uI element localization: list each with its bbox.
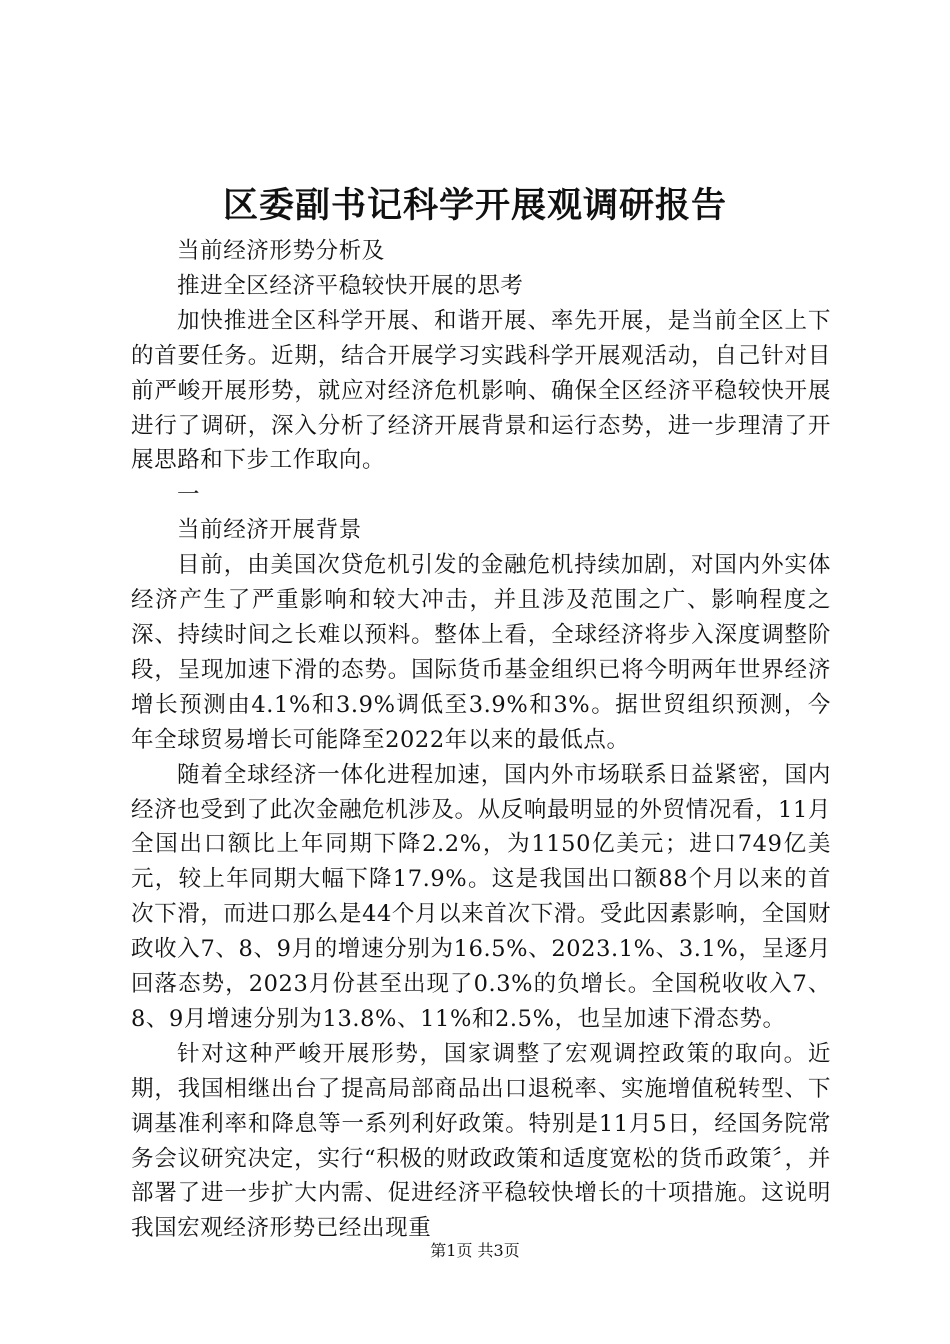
intro-paragraph: 加快推进全区科学开展、和谐开展、率先开展，是当前全区上下的首要任务。近期，结合开展学习实践科学开展观活动，自己针对目前严峻开展形势，就应对经济危机影响、确保全区经济平稳较快开展进行了调研，深入分析了经济开展背景和运行态势，进一步理清了开展思路和下步工作取向。 <box>131 307 831 474</box>
page-footer: 第1页 共3页 <box>430 1241 520 1260</box>
paragraph-policy-response: 针对这种严峻开展形势，国家调整了宏观调控政策的取向。近期，我国相继出台了提高局部商品出口退税率、实施增值税转型、下调基准利率和降息等一系列利好政策。特别是11月5日，经国务院常务会议研究决定，实行“积极的财政政策和适度宽松的货币政策〞，并部署了进一步扩大内需、促进经济平稳较快增长的十项措施。这说明我国宏观经济形势已经出现重 <box>131 1040 831 1242</box>
paragraph-global-economy: 目前，由美国次贷危机引发的金融危机持续加剧，对国内外实体经济产生了严重影响和较大冲击，并且涉及范围之广、影响程度之深、持续时间之长难以预料。整体上看，全球经济将步入深度调整阶段，呈现加速下滑的态势。国际货币基金组织已将今明两年世界经济增长预测由4.1%和3.9%调低至3.9%和3%。据世贸组织预测，今年全球贸易增长可能降至2022年以来的最低点。 <box>131 552 831 753</box>
section-heading: 当前经济开展背景 <box>177 517 362 544</box>
subtitle-line-2: 推进全区经济平稳较快开展的思考 <box>177 272 524 299</box>
paragraph-domestic-economy: 随着全球经济一体化进程加速，国内外市场联系日益紧密，国内经济也受到了此次金融危机涉及。从反响最明显的外贸情况看，11月全国出口额比上年同期下降2.2%，为1150亿美元；进口749亿美元，较上年同期大幅下降17.9%。这是我国出口额88个月以来的首次下滑，而进口那么是44个月以来首次下滑。受此因素影响，全国财政收入7、8、9月的增速分别为16.5%、2023.1%、3.1%，呈逐月回落态势，2023月份甚至出现了0.3%的负增长。全国税收收入7、8、9月增速分别为13.8%、11%和2.5%，也呈加速下滑态势。 <box>131 761 831 1032</box>
document-title: 区委副书记科学开展观调研报告 <box>222 185 727 226</box>
document-body <box>131 234 831 1246</box>
subtitle-line-1: 当前经济形势分析及 <box>177 238 385 264</box>
section-number: 一 <box>177 482 201 509</box>
